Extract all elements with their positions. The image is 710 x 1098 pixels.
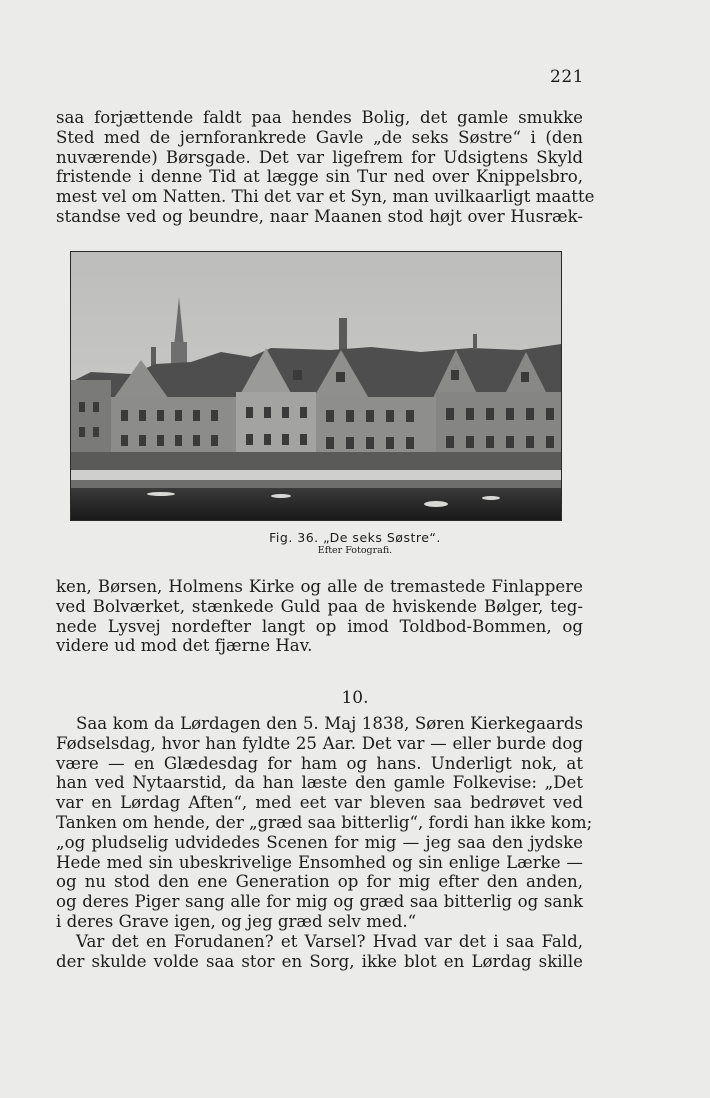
text-line: Tanken om hende, der „græd saa bitterlig“, fordi han ikke kom;: [56, 812, 593, 832]
text-line: der skulde volde saa stor en Sorg, ikke blot en Lørdag skille: [56, 951, 583, 971]
text-line: standse ved og beundre, naar Maanen stod højt over Husræk-: [56, 206, 583, 226]
paragraph-1: [56, 108, 595, 227]
paragraph-2: [56, 577, 583, 656]
text-line: han ved Nytaarstid, da han læste den gamle Folkevise: „Det: [56, 773, 583, 793]
figure-credit: Efter Fotografi.: [317, 545, 393, 556]
text-line: fristende i denne Tid at lægge sin Tur ned over Knippelsbro,: [56, 167, 583, 187]
text-line: mest vel om Natten. Thi det var et Syn, man uvilkaarligt maatte: [56, 187, 595, 207]
harbour-buildings-photo: [71, 252, 561, 520]
text-line: Hede med sin ubeskrivelige Ensomhed og sin enlige Lærke —: [56, 852, 583, 872]
text-line: „og pludselig udvidedes Scenen for mig — jeg saa den jydske: [56, 832, 583, 852]
text-line: og deres Piger sang alle for mig og græd saa bitterlig og sank: [56, 892, 583, 912]
text-line: nuværende) Børsgade. Det var ligefrem for Udsigtens Skyld: [56, 147, 583, 167]
text-line: saa forjættende faldt paa hendes Bolig, det gamle smukke: [56, 108, 583, 127]
text-line: Sted med de jernforankrede Gavle „de seks Søstre“ i (den: [56, 127, 583, 147]
text-line: Fødselsdag, hvor han fyldte 25 Aar. Det var — eller burde dog: [56, 733, 583, 753]
page-number: 221: [550, 67, 584, 87]
text-line: Saa kom da Lørdagen den 5. Maj 1838, Søren Kierkegaards: [76, 714, 583, 733]
text-line: og nu stod den ene Generation op for mig efter den anden,: [56, 872, 583, 892]
text-line: i deres Grave igen, og jeg græd selv med.“: [56, 911, 417, 931]
text-line: nede Lysvej nordefter langt op imod Toldbod-Bommen, og: [56, 616, 583, 636]
figure-caption: Fig. 36. „De seks Søstre“.: [269, 530, 441, 545]
text-line: ved Bolværket, stænkede Guld paa de hviskende Bølger, teg-: [56, 596, 583, 616]
paragraph-3: [56, 714, 593, 932]
section-number: 10.: [341, 688, 369, 708]
text-line: være — en Glædesdag for ham og hans. Underligt nok, at: [56, 753, 583, 773]
paragraph-4: [56, 932, 583, 972]
text-line: videre ud mod det fjærne Hav.: [56, 636, 313, 656]
text-line: Var det en Forudanen? et Varsel? Hvad var det i saa Fald,: [76, 932, 583, 951]
text-line: ken, Børsen, Holmens Kirke og alle de tremastede Finlappere: [56, 577, 583, 596]
text-line: var en Lørdag Aften“, med eet var bleven saa bedrøvet ved: [56, 793, 583, 813]
figure-photograph: [70, 251, 562, 521]
